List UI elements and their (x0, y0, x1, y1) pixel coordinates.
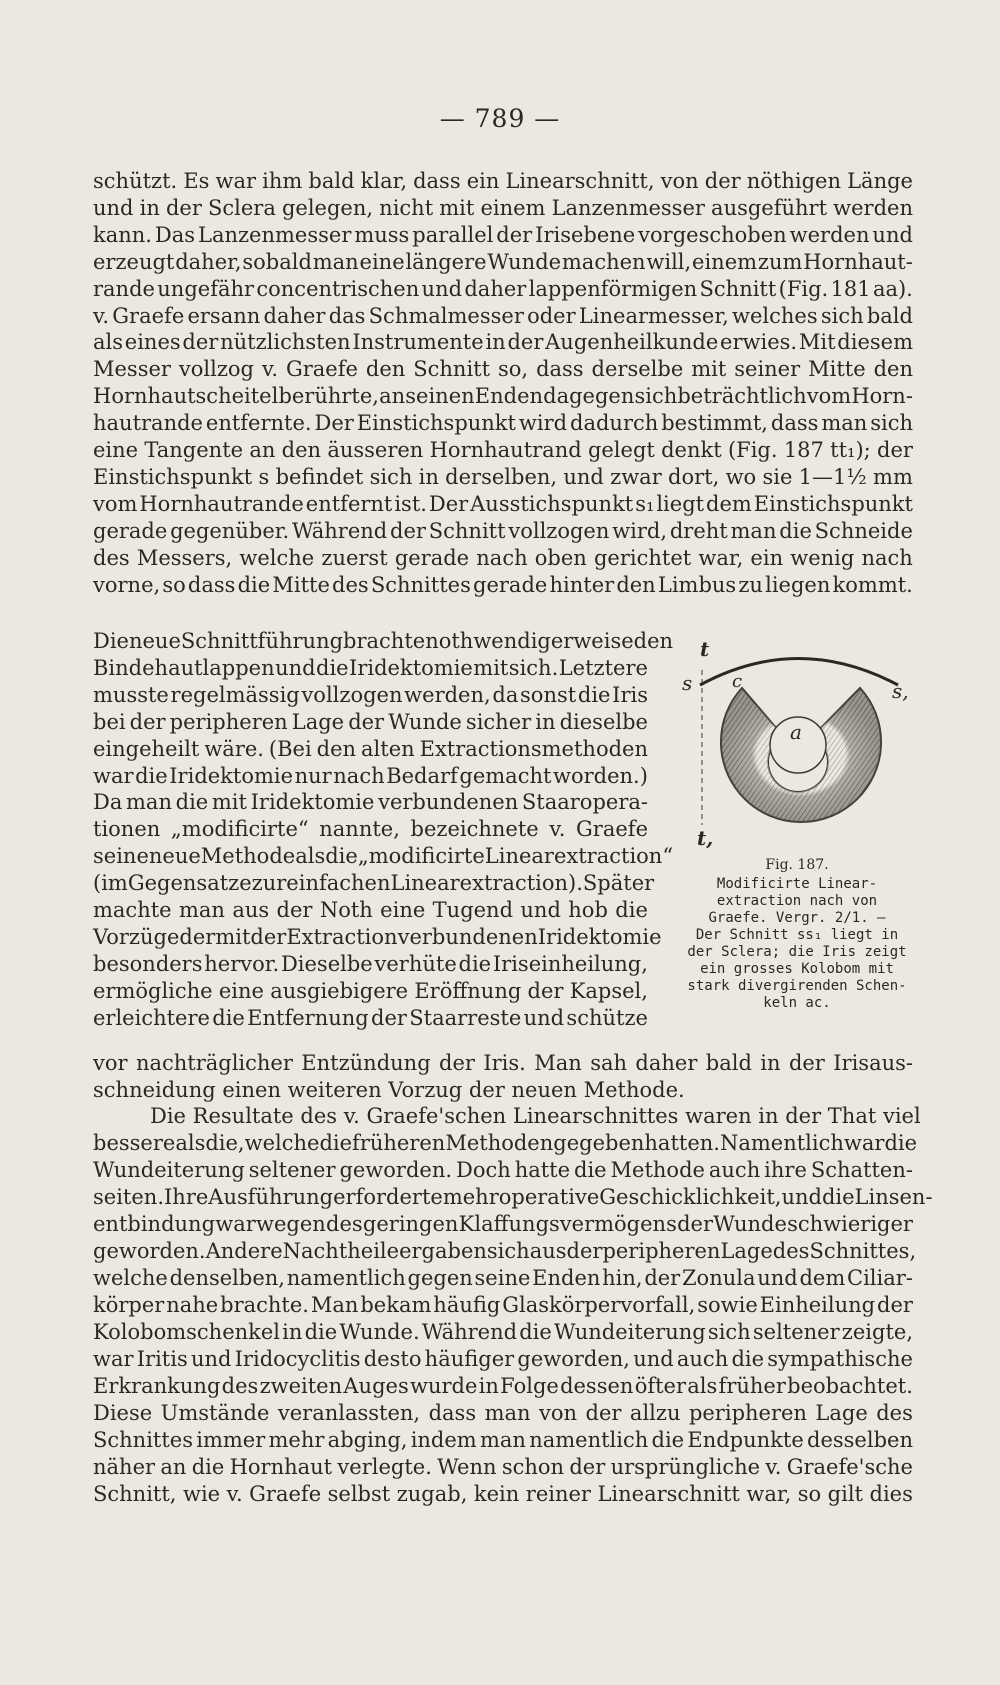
figure-caption (672, 857, 922, 1012)
caption-lines (672, 876, 922, 1012)
text-line: v. Graefe ersann daher das Schmalmesser oder Linearmesser, welches sich bald (93, 303, 913, 328)
wrap-text-line: tionen „modificirte“ nannte, bezeichnete v. Graefe (93, 817, 648, 842)
wrap-text-line: Die neue Schnittführung brachte nothwendigerweise den (93, 629, 674, 653)
figure-187 (680, 640, 915, 855)
paragraph-2-line: welche denselben, namentlich gegen seine Enden hin, der Zonula und dem Ciliar- (93, 1266, 913, 1290)
caption-line: Modificirte Linear- (716, 876, 878, 892)
wrap-text-line: (im Gegensatze zur einfachen Linearextraction). Später (93, 871, 655, 896)
paragraph-2-line: seiten. Ihre Ausführung erforderte mehr operative Geschicklichkeit, und die Linsen- (93, 1185, 933, 1209)
text-line: hautrande entfernte. Der Einstichspunkt wird dadurch bestimmt, dass man sich (93, 411, 913, 436)
wrap-text-line: Da man die mit Iridektomie verbundenen Staaropera- (93, 790, 648, 815)
caption-line: keln ac. (763, 995, 831, 1011)
label-s: s (682, 671, 693, 695)
paragraph-2-line: Diese Umstände veranlassten, dass man von der allzu peripheren Lage des (93, 1401, 913, 1425)
wrap-text-line: ermögliche eine ausgiebigere Eröffnung der Kapsel, (93, 978, 648, 1003)
text-line: kann. Das Lanzenmesser muss parallel der Irisebene vorgeschoben werden und (93, 222, 913, 247)
text-line: Einstichspunkt s befindet sich in derselben, und zwar dort, wo sie 1—1½ mm (93, 464, 913, 489)
wrap-text-line: besonders hervor. Dieselbe verhüte die Iriseinheilung, (93, 951, 648, 976)
text-line: vom Hornhautrande entfernt ist. Der Ausstichspunkt s₁ liegt dem Einstichspunkt (93, 491, 913, 516)
wrap-text-line: eingeheilt wäre. (Bei den alten Extractionsmethoden (93, 736, 648, 761)
caption-line: extraction nach von (716, 893, 878, 909)
paragraph-2-line: Schnitt, wie v. Graefe selbst zugab, kein reiner Linearschnitt war, so gilt dies (93, 1482, 913, 1506)
caption-line: ein grosses Kolobom mit (700, 961, 894, 977)
text-line: eine Tangente an den äusseren Hornhautrand gelegt denkt (Fig. 187 tt₁); der (93, 438, 913, 462)
paragraph-2-line: geworden. Andere Nachtheile ergaben sich aus der peripheren Lage des Schnittes, (93, 1239, 917, 1263)
text-line: gerade gegenüber. Während der Schnitt vollzogen wird, dreht man die Schneide (93, 518, 913, 543)
paragraph-2-line: Erkrankung des zweiten Auges wurde in Folge dessen öfter als früher beobachtet. (93, 1374, 913, 1398)
incision-arc (700, 659, 898, 686)
paragraph-2-line: Kolobomschenkel in die Wunde. Während die Wundeiterung sich seltener zeigte, (93, 1320, 913, 1344)
wrap-text-line: machte man aus der Noth eine Tugend und hob die (93, 898, 648, 922)
text-line: Hornhautscheitel berührte, an seinen Enden dagegen sich beträchtlich vom Horn- (93, 384, 913, 409)
wrap-text-line: erleichtere die Entfernung der Staarreste und schütze (93, 1005, 648, 1030)
caption-line: der Sclera; die Iris zeigt (687, 944, 907, 960)
caption-line: Graefe. Vergr. 2/1. — (708, 910, 886, 926)
paragraph-2-line: war Iritis und Iridocyclitis desto häufiger geworden, und auch die sympathische (93, 1347, 913, 1371)
text-line: schützt. Es war ihm bald klar, dass ein Linearschnitt, von der nöthigen Länge (93, 169, 913, 193)
text-line: des Messers, welche zuerst gerade nach oben gerichtet war, ein wenig nach (93, 545, 913, 570)
paragraph-2-first-line: Die Resultate des v. Graefe'schen Linearschnittes waren in der That viel (150, 1104, 921, 1128)
label-a: a (790, 720, 802, 744)
text-line: schneidung einen weiteren Vorzug der neuen Methode. (93, 1077, 685, 1102)
paragraph-2-line: Wundeiterung seltener geworden. Doch hatte die Methode auch ihre Schatten- (93, 1158, 913, 1182)
label-t1: t, (697, 826, 714, 850)
label-t: t (700, 640, 710, 661)
wrap-text-line: Vorzüge der mit der Extraction verbundenen Iridektomie (93, 924, 662, 949)
text-line: vorne, so dass die Mitte des Schnittes gerade hinter den Limbus zu liegen kommt. (93, 572, 913, 597)
text-line: rande ungefähr concentrischen und daher lappenförmigen Schnitt (Fig. 181 aa). (93, 276, 913, 301)
label-s1: s, (892, 679, 909, 703)
caption-line: Der Schnitt ss₁ liegt in (695, 927, 899, 943)
wrap-text-line: bei der peripheren Lage der Wunde sicher in dieselbe (93, 709, 648, 734)
wrap-text-line: Bindehautlappen und die Iridektomie mit sich. Letztere (93, 655, 648, 680)
caption-title: Fig. 187. (765, 857, 829, 873)
page-number: — 789 — (439, 104, 561, 133)
text-line: und in der Sclera gelegen, nicht mit einem Lanzenmesser ausgeführt werden (93, 195, 913, 220)
text-line: erzeugt daher, sobald man eine längere Wunde machen will, einem zum Hornhaut- (93, 249, 913, 274)
paragraph-2-line: entbindung war wegen des geringen Klaffungsvermögens der Wunde schwieriger (93, 1212, 913, 1236)
wrap-text-line: seine neue Methode als die „modificirte Linearextraction“ (93, 844, 674, 869)
text-line: Messer vollzog v. Graefe den Schnitt so, dass derselbe mit seiner Mitte den (93, 357, 913, 382)
text-line: vor nachträglicher Entzündung der Iris. Man sah daher bald in der Irisaus- (93, 1051, 913, 1075)
text-line: als eines der nützlichsten Instrumente in der Augenheilkunde erwies. Mit diesem (93, 330, 913, 355)
label-c: c (732, 671, 743, 692)
wrap-text-line: war die Iridektomie nur nach Bedarf gemacht worden.) (93, 763, 648, 788)
wrap-text-line: musste regelmässig vollzogen werden, da sonst die Iris (93, 682, 648, 707)
paragraph-2-line: körper nahe brachte. Man bekam häufig Glaskörpervorfall, sowie Einheilung der (93, 1293, 913, 1317)
eye-diagram (680, 640, 915, 855)
paragraph-2-line: näher an die Hornhaut verlegte. Wenn schon der ursprüngliche v. Graefe'sche (93, 1455, 913, 1479)
paragraph-2-line: bessere als die, welche die früheren Methoden gegeben hatten. Namentlich war die (93, 1131, 918, 1155)
paragraph-2-line: Schnittes immer mehr abging, indem man namentlich die Endpunkte desselben (93, 1428, 913, 1452)
caption-line: stark divergirenden Schen- (687, 978, 907, 994)
